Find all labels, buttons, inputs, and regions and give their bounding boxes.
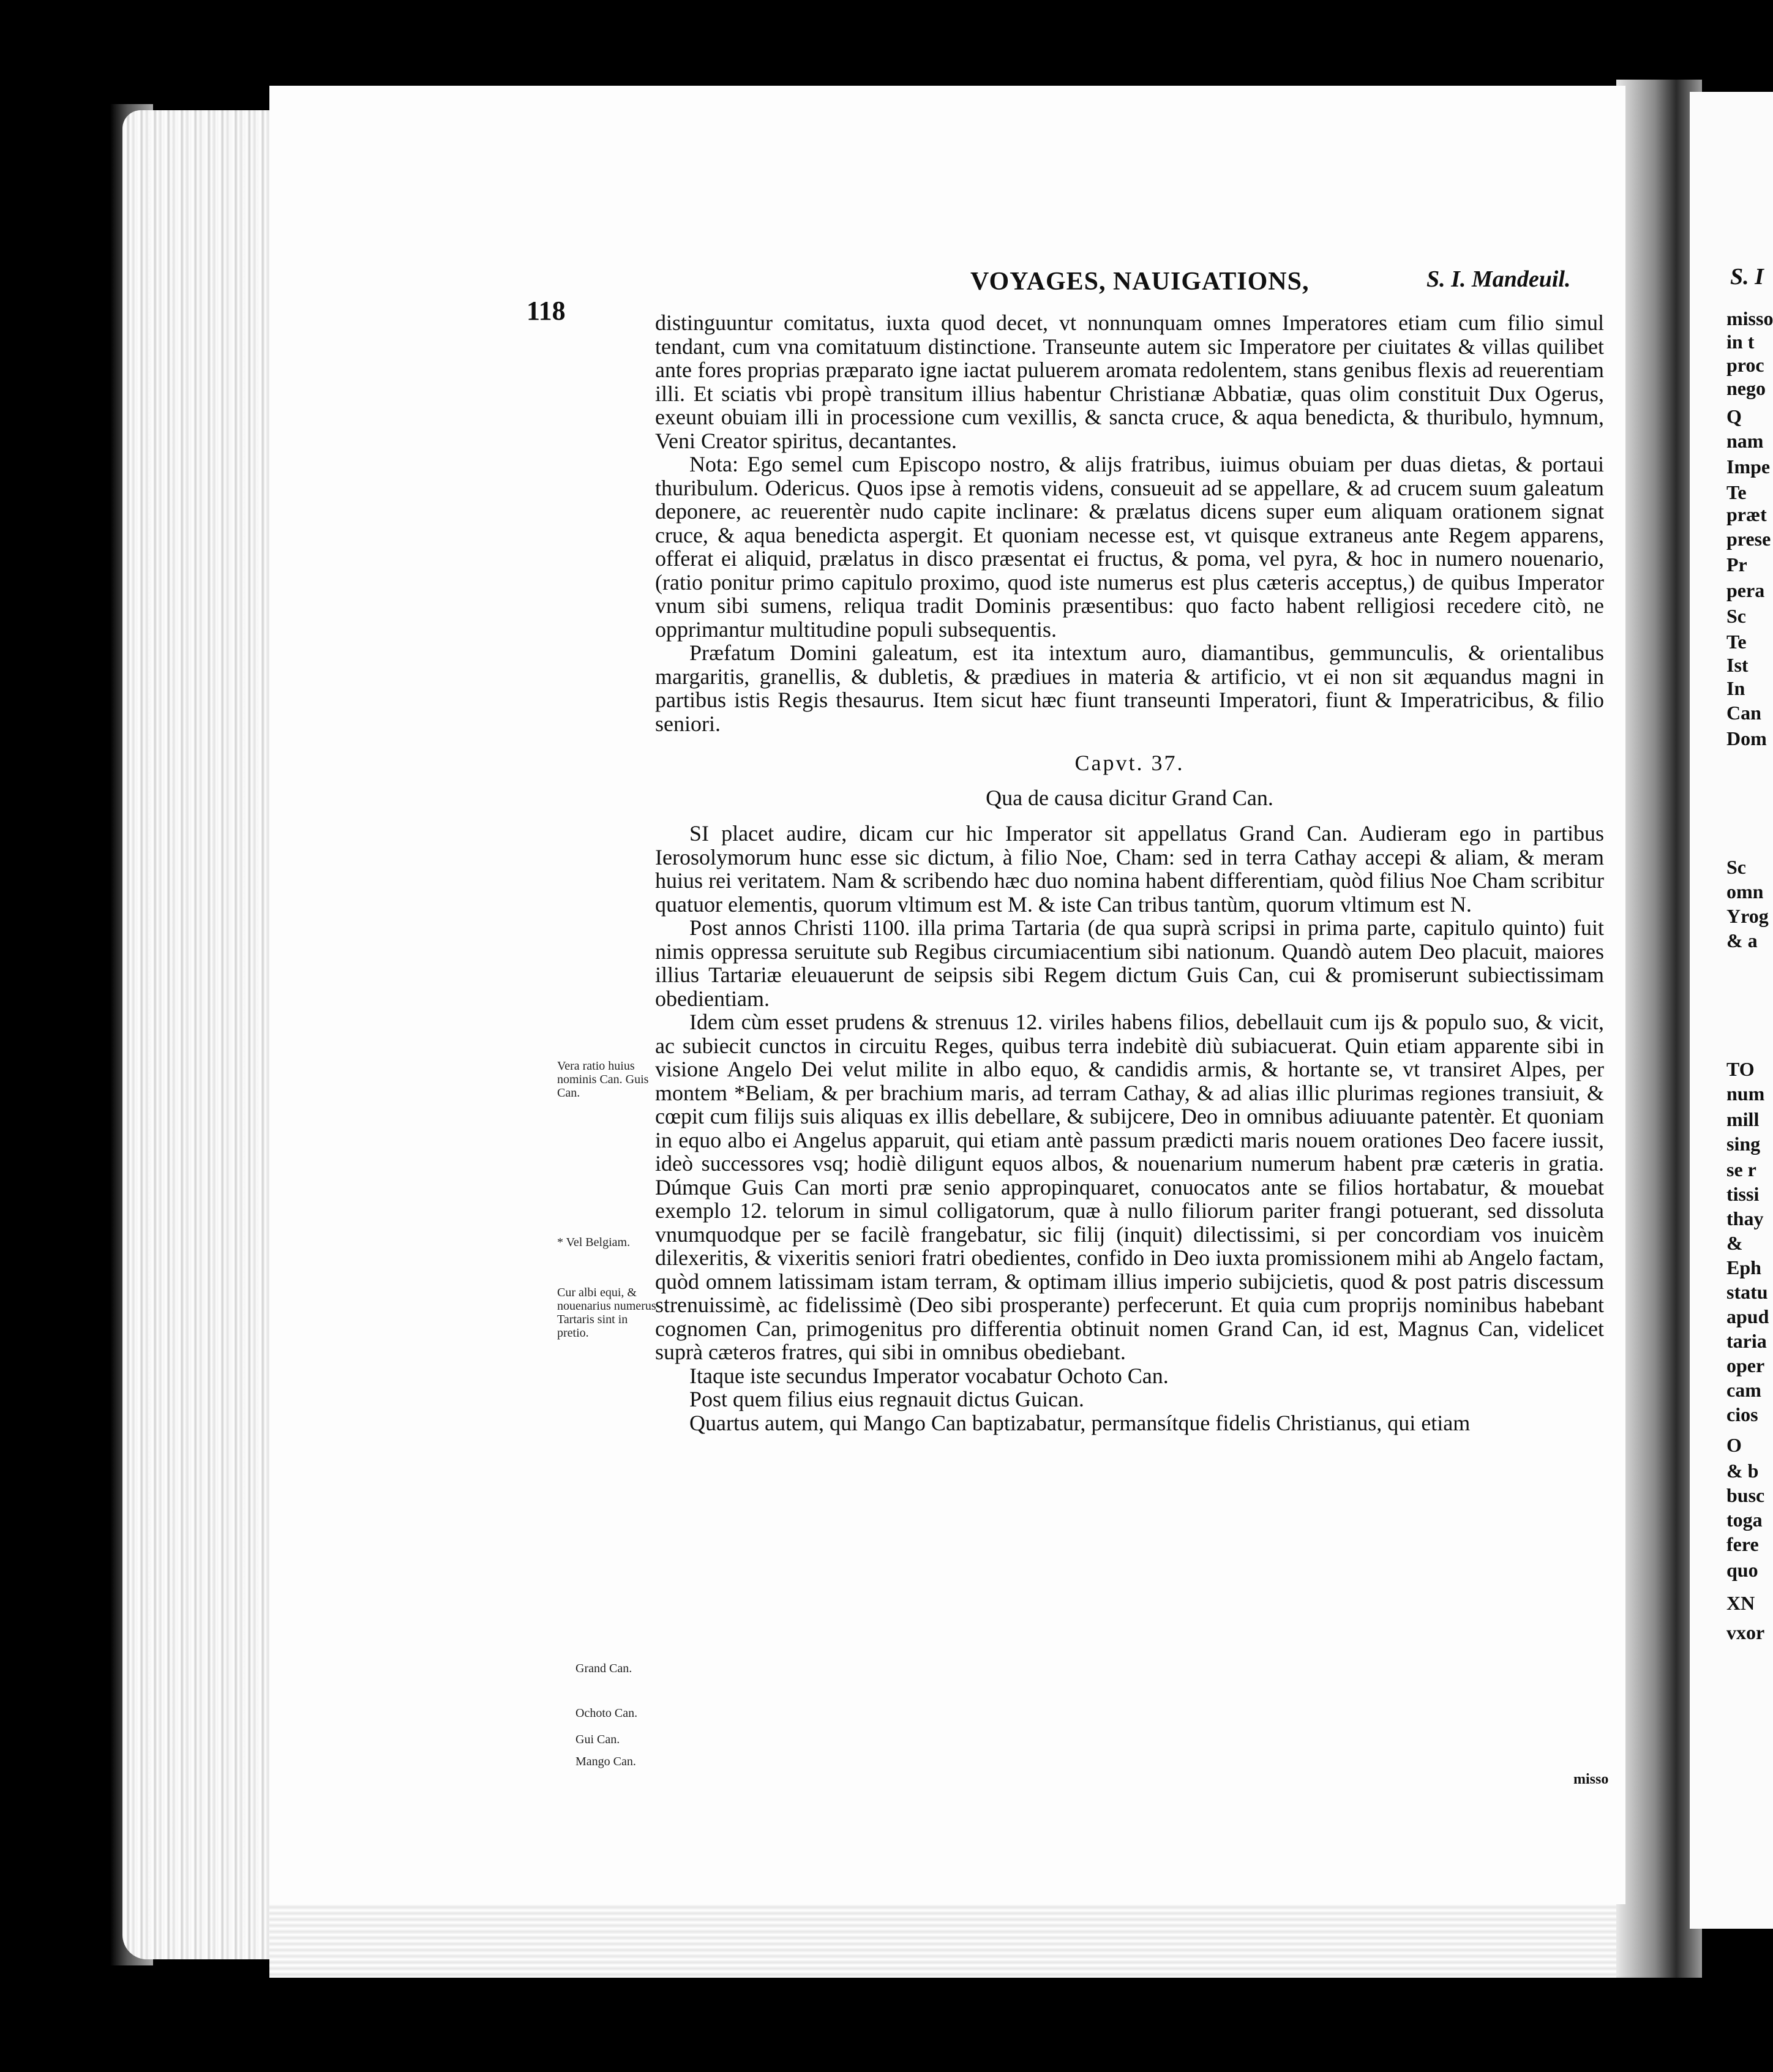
running-head-right: S. I. Mandeuil. bbox=[1426, 266, 1571, 292]
margin-note: Cur albi equi, & nouenarius numerus Tartaris sint in pretio. bbox=[557, 1286, 656, 1340]
right-page-fragment: nam bbox=[1726, 430, 1764, 452]
right-page-fragment: Ist bbox=[1726, 654, 1749, 676]
right-page-fragment: Impe bbox=[1726, 456, 1771, 478]
paragraph: Post annos Christi 1100. illa prima Tartaria (de qua suprà scripsi in prima parte, capitulo quinto) fuit nimis oppressa seruitute sub Regibus circumiacentium sibi nationum. Quandò autem Deo placuit, maiores illius Tartariæ eleuauerunt de seipsis sibi Regem dictum Guis Can, cui & promiserunt subiectissimam obedientiam. bbox=[655, 915, 1604, 1011]
right-page-fragment: Eph bbox=[1726, 1256, 1761, 1278]
right-page-fragment: taria bbox=[1726, 1330, 1767, 1352]
running-title: VOYAGES, NAUIGATIONS, bbox=[970, 268, 1310, 296]
catchword: misso bbox=[1573, 1771, 1609, 1787]
right-page-fragment: Yrog bbox=[1726, 905, 1769, 927]
margin-note: * Vel Belgiam. bbox=[557, 1236, 631, 1249]
right-page-fragment: num bbox=[1726, 1083, 1765, 1105]
right-page-fragment: vxor bbox=[1726, 1621, 1765, 1643]
chapter-number: Capvt. 37. bbox=[1074, 751, 1185, 775]
book-page-edges bbox=[122, 110, 282, 1959]
right-page-fragment: Pr bbox=[1726, 554, 1747, 576]
paragraph: Itaque iste secundus Imperator vocabatur Ochoto Can. bbox=[689, 1363, 1169, 1388]
right-page-fragment: thay bbox=[1726, 1207, 1764, 1229]
right-page-fragment: proc bbox=[1726, 354, 1764, 376]
right-page-fragment: Te bbox=[1726, 631, 1747, 653]
paragraph: Quartus autem, qui Mango Can baptizabatur, permansítque fidelis Christianus, qui etiam bbox=[689, 1410, 1471, 1435]
right-page-fragment: nego bbox=[1726, 377, 1766, 399]
book-gutter bbox=[1616, 80, 1702, 1978]
right-page-fragment: cios bbox=[1726, 1403, 1758, 1425]
right-page-fragment: misso bbox=[1726, 307, 1773, 329]
right-page-header: S. I bbox=[1730, 264, 1764, 290]
right-page-fragment: Sc bbox=[1726, 605, 1746, 627]
right-page-fragment: apud bbox=[1726, 1305, 1769, 1327]
margin-note: Grand Can. bbox=[575, 1662, 632, 1675]
right-page-fragment: Sc bbox=[1726, 856, 1746, 878]
main-text bbox=[655, 311, 1604, 1435]
right-page-fragment: Te bbox=[1726, 481, 1747, 503]
margin-note: Vera ratio huius nominis Can. Guis Can. bbox=[557, 1059, 649, 1100]
page-number: 118 bbox=[527, 296, 566, 326]
right-page-fragment: in t bbox=[1726, 331, 1755, 353]
right-page-fragment: XN bbox=[1726, 1592, 1755, 1614]
right-page-fragment: prese bbox=[1726, 528, 1771, 550]
right-page-fragment: statu bbox=[1726, 1281, 1768, 1303]
chapter-title: Qua de causa dicitur Grand Can. bbox=[986, 785, 1273, 810]
right-page-fragment: Can bbox=[1726, 702, 1761, 724]
paragraph: Post quem filius eius regnauit dictus Guican. bbox=[689, 1387, 1084, 1411]
margin-note: Mango Can. bbox=[575, 1755, 636, 1768]
right-page-fragment: quo bbox=[1726, 1559, 1758, 1581]
margin-note: Gui Can. bbox=[575, 1733, 620, 1746]
right-page-fragment: fere bbox=[1726, 1533, 1759, 1555]
right-page-fragment: Dom bbox=[1726, 727, 1767, 749]
right-page-fragment: toga bbox=[1726, 1509, 1763, 1531]
book-bottom-edge bbox=[269, 1898, 1690, 1978]
right-page-fragment: se r bbox=[1726, 1158, 1756, 1181]
paragraph: distinguuntur comitatus, iuxta quod decet, vt nonnunquam omnes Imperatores etiam cum filio simul tendant, cum vna comitatuum distinctione. Transeunte autem sic Imperatore per ciuitates & villas quilibet ante fores proprias præparato igne iactat puluerem aromata redolentem, stans genibus flexis ad reuerentiam illi. Et sciatis vbi propè transitum illius habentur Christianæ Abbatiæ, quas olim constituit Dux Ogerus, exeunt obuiam illi in processione cum vexillis, & sancta cruce, & aqua benedicta, & thuribulo, hymnum, Veni Creator spiritus, decantantes. bbox=[655, 310, 1604, 453]
right-page-fragment: TO bbox=[1726, 1058, 1755, 1080]
right-page-fragment: mill bbox=[1726, 1108, 1760, 1130]
right-page-fragment: O bbox=[1726, 1434, 1742, 1456]
right-page-fragment: In bbox=[1726, 677, 1745, 699]
right-page-fragment: tissi bbox=[1726, 1183, 1760, 1205]
right-page-fragment: pera bbox=[1726, 579, 1765, 601]
right-page-fragment: & a bbox=[1726, 929, 1758, 952]
right-page-fragment: cam bbox=[1726, 1379, 1761, 1401]
right-page-fragment: præt bbox=[1726, 503, 1767, 525]
paragraph: SI placet audire, dicam cur hic Imperator sit appellatus Grand Can. Audieram ego in partibus Ierosolymorum hunc esse sic dictum, à filio Noe, Cham: sed in terra Cathay accepi & aliam, & meram huius rei veritatem. Nam & scribendo hæc duo nomina habent differentiam, quòd filius Noe Cham scribitur quatuor elementis, quorum vltimum est M. & iste Can tribus tantùm, quorum vltimum est N. bbox=[655, 821, 1604, 917]
paragraph: Præfatum Domini galeatum, est ita intextum auro, diamantibus, gemmunculis, & orientalibus margaritis, granellis, & dubletis, & prædiues in materia & artificio, vt ei non sit æquandus magni in partibus istis Regis thesaurus. Item sicut hæc fiunt transeunti Imperatori, fiunt & Imperatricibus, & filio seniori. bbox=[655, 640, 1604, 736]
right-page-fragment: & bbox=[1726, 1232, 1743, 1254]
paragraph: Idem cùm esset prudens & strenuus 12. viriles habens filios, debellauit cum ijs & populo suo, & vicit, ac subiecit cunctos in circuitu Reges, quibus terra indebitè diù subiacuerat. Quin etiam apparente sibi in visione Angelo Dei velut milite in albo equo, & candidis armis, & hortante se, vt transiret Alpes, per montem *Beliam, & per brachium maris, ad terram Cathay, & ad alias illic plurimas regiones transiuit, & cœpit cum filijs suis aliquas ex illis debellare, & subijcere, Deo in omnibus adiuuante patentèr. Et quoniam in equo albo ei Angelus apparuit, qui etiam antè passum prædicti maris nouem orationes Deo facere iussit, ideò successores vsq; hodiè diligunt equos albos, & nouenarium numerum habent præ cæteris in gratia. Dúmque Guis Can morti præ senio appropinquaret, conuocatos ante se filios hortabatur, & mouebat exemplo 12. telorum in simul colligatorum, quæ à nullo filiorum pariter frangi potuerant, sed dissoluta vnumquodque per se facilè frangebatur, sic filij (inquit) dilectissimi, si per concordiam vos inuicèm dilexeritis, & vixeritis seniori fratri obedientes, confido in Deo iuxta promissionem mihi ab Angelo factam, quòd omnem latissimam istam terram, & optimam illius imperio subijcietis, quod & post patris discessum strenuissimè, ac fidelissimè (Deo sibi prosperante) perfecerunt. Et quia cum proprijs nominibus habebant cognomen Can, primogenitus pro differentia obtinuit nomen Grand Can, id est, Magnus Can, videlicet suprà cæteros fratres, qui sibi in omnibus obediebant. bbox=[655, 1010, 1604, 1364]
right-page-fragment: oper bbox=[1726, 1354, 1765, 1376]
margin-note: Ochoto Can. bbox=[575, 1706, 638, 1720]
paragraph: Nota: Ego semel cum Episcopo nostro, & alijs fratribus, iuimus obuiam per duas dietas, & portaui thuribulum. Odericus. Quos ipse à remotis videns, consueuit ad se appellare, & ad crucem suum galeatum deponere, ac reuerentèr nudo capite inclinare: & prælatus dicens super eum aliquam orationem signat cruce, & aqua benedicta aspergit. Et quoniam necesse est, vt quisque extraneus ante Regem apparens, offerat ei aliquid, prælatus in disco præsentat ei fructus, & poma, vel pyra, & hoc in numero nouenario, (ratio ponitur primo capitulo proximo, quod iste numerus est plus cæteris acceptus,) de quibus Imperator vnum sibi sumens, reliqua tradit Dominis præsentibus: quo facto habent relligiosi recedere citò, ne opprimantur multitudine populi subsequentis. bbox=[655, 452, 1604, 642]
right-page-fragment: sing bbox=[1726, 1133, 1761, 1155]
right-page-fragment: busc bbox=[1726, 1484, 1765, 1506]
right-page-fragment: omn bbox=[1726, 880, 1764, 903]
right-page-fragment: & b bbox=[1726, 1460, 1759, 1482]
right-page-fragment: Q bbox=[1726, 405, 1742, 427]
